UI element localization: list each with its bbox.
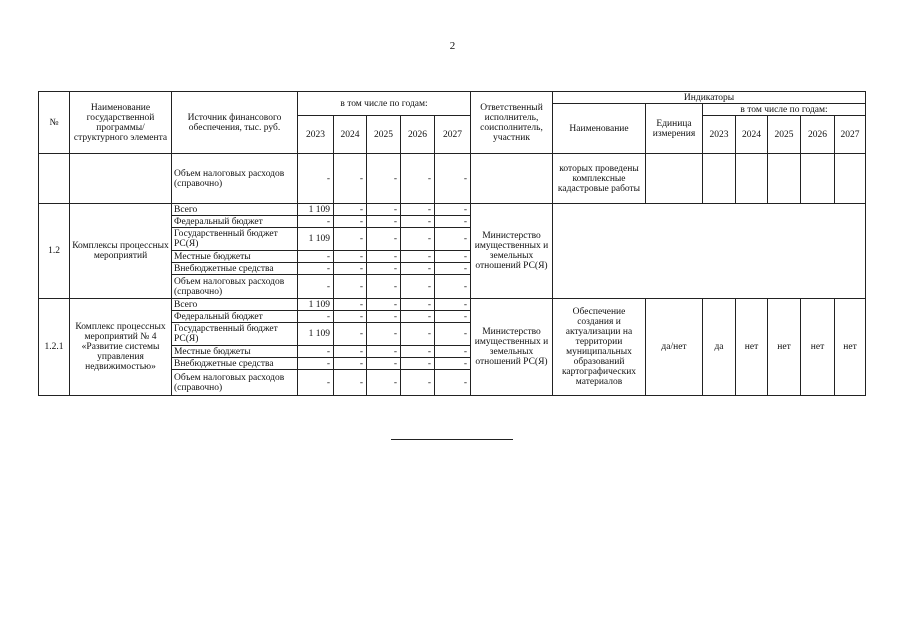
header-program-name: Наименование государственной программы/ структурного элемента xyxy=(70,92,172,154)
header-indicators: Индикаторы xyxy=(553,92,866,104)
header-by-years: в том числе по годам: xyxy=(298,92,471,116)
value-cell: - xyxy=(435,204,471,216)
value-cell: - xyxy=(298,346,334,358)
value-cell: - xyxy=(367,216,401,228)
header-indicator-year: 2023 xyxy=(703,116,736,154)
value-cell: - xyxy=(401,251,435,263)
value-cell: - xyxy=(334,275,367,299)
row-number: 1.2.1 xyxy=(39,299,70,396)
table-row xyxy=(39,154,866,204)
value-cell: - xyxy=(435,154,471,204)
value-cell: - xyxy=(334,323,367,346)
header-responsible: Ответственный исполнитель, соисполнитель, участник xyxy=(471,92,553,154)
value-cell: - xyxy=(435,216,471,228)
value-cell: - xyxy=(367,370,401,396)
header-indicator-year: 2026 xyxy=(801,116,835,154)
value-cell: - xyxy=(435,323,471,346)
value-cell: - xyxy=(401,204,435,216)
indicator-value-cell: нет xyxy=(801,299,835,396)
value-cell: - xyxy=(334,311,367,323)
value-cell: - xyxy=(334,204,367,216)
value-cell: - xyxy=(435,311,471,323)
indicator-value-cell: нет xyxy=(736,299,768,396)
value-cell: - xyxy=(298,311,334,323)
value-cell: - xyxy=(298,154,334,204)
row-number: 1.2 xyxy=(39,204,70,299)
indicator-name-cell: которых проведены комплексные кадастровые работы xyxy=(553,154,646,204)
responsible-cell: Министерство имущественных и земельных отношений РС(Я) xyxy=(471,204,553,299)
indicator-value-cell: нет xyxy=(768,299,801,396)
value-cell: - xyxy=(435,370,471,396)
source-cell: Всего xyxy=(172,204,298,216)
header-indicator-name: Наименование xyxy=(553,104,646,154)
value-cell: - xyxy=(367,251,401,263)
indicator-name-cell: Обеспечение создания и актуализации на территории муниципальных образований картографических материалов xyxy=(553,299,646,396)
value-cell: - xyxy=(298,263,334,275)
header-indicator-year: 2025 xyxy=(768,116,801,154)
source-cell: Внебюджетные средства xyxy=(172,358,298,370)
source-cell: Местные бюджеты xyxy=(172,346,298,358)
value-cell: - xyxy=(401,299,435,311)
value-cell: - xyxy=(367,311,401,323)
value-cell: - xyxy=(367,263,401,275)
value-cell: - xyxy=(298,216,334,228)
value-cell: - xyxy=(401,275,435,299)
header-year: 2025 xyxy=(367,116,401,154)
header-indicator-unit: Единица измерения xyxy=(646,104,703,154)
header-no: № xyxy=(39,92,70,154)
value-cell: 1 109 xyxy=(298,204,334,216)
value-cell: - xyxy=(435,275,471,299)
value-cell: - xyxy=(435,263,471,275)
value-cell: 1 109 xyxy=(298,323,334,346)
value-cell: - xyxy=(435,299,471,311)
element-name: Комплексы процессных мероприятий xyxy=(70,204,172,299)
value-cell: - xyxy=(298,358,334,370)
value-cell: - xyxy=(334,154,367,204)
value-cell: - xyxy=(334,251,367,263)
source-cell: Объем налоговых расходов (справочно) xyxy=(172,275,298,299)
source-cell: Объем налоговых расходов (справочно) xyxy=(172,154,298,204)
indicator-value-cell: да xyxy=(703,299,736,396)
source-cell: Государственный бюджет РС(Я) xyxy=(172,228,298,251)
source-cell: Государственный бюджет РС(Я) xyxy=(172,323,298,346)
value-cell: - xyxy=(401,358,435,370)
header-year: 2024 xyxy=(334,116,367,154)
responsible-cell: Министерство имущественных и земельных отношений РС(Я) xyxy=(471,299,553,396)
indicator-unit-cell: да/нет xyxy=(646,299,703,396)
program-table xyxy=(38,91,866,396)
value-cell: - xyxy=(367,299,401,311)
value-cell: - xyxy=(435,251,471,263)
header-year: 2027 xyxy=(435,116,471,154)
value-cell: - xyxy=(334,228,367,251)
page-number: 2 xyxy=(449,40,456,52)
header-indicator-by-years: в том числе по годам: xyxy=(703,104,866,116)
header-source: Источник финансового обеспечения, тыс. руб. xyxy=(172,92,298,154)
value-cell: - xyxy=(367,358,401,370)
source-cell: Федеральный бюджет xyxy=(172,216,298,228)
table-row xyxy=(39,299,866,311)
value-cell: - xyxy=(401,370,435,396)
value-cell: - xyxy=(401,154,435,204)
header-indicator-year: 2024 xyxy=(736,116,768,154)
value-cell: - xyxy=(401,323,435,346)
indicator-value-cell: нет xyxy=(835,299,866,396)
value-cell: - xyxy=(334,346,367,358)
value-cell: - xyxy=(334,263,367,275)
header-indicator-year: 2027 xyxy=(835,116,866,154)
value-cell: - xyxy=(435,346,471,358)
header-year: 2023 xyxy=(298,116,334,154)
value-cell: - xyxy=(401,346,435,358)
value-cell: - xyxy=(367,228,401,251)
value-cell: - xyxy=(401,263,435,275)
source-cell: Всего xyxy=(172,299,298,311)
value-cell: - xyxy=(298,370,334,396)
value-cell: - xyxy=(367,323,401,346)
value-cell: - xyxy=(401,311,435,323)
value-cell: - xyxy=(298,251,334,263)
source-cell: Федеральный бюджет xyxy=(172,311,298,323)
value-cell: - xyxy=(435,358,471,370)
value-cell: - xyxy=(367,346,401,358)
header-year: 2026 xyxy=(401,116,435,154)
value-cell: - xyxy=(334,216,367,228)
value-cell: 1 109 xyxy=(298,228,334,251)
value-cell: 1 109 xyxy=(298,299,334,311)
source-cell: Объем налоговых расходов (справочно) xyxy=(172,370,298,396)
value-cell: - xyxy=(367,154,401,204)
footer-rule xyxy=(391,439,513,440)
value-cell: - xyxy=(435,228,471,251)
value-cell: - xyxy=(334,358,367,370)
value-cell: - xyxy=(367,204,401,216)
value-cell: - xyxy=(401,216,435,228)
value-cell: - xyxy=(401,228,435,251)
value-cell: - xyxy=(334,370,367,396)
table-row xyxy=(39,204,866,216)
indicator-empty-cell xyxy=(553,204,866,299)
element-name: Комплекс процессных мероприятий № 4 «Развитие системы управления недвижимостью» xyxy=(70,299,172,396)
value-cell: - xyxy=(298,275,334,299)
value-cell: - xyxy=(334,299,367,311)
source-cell: Местные бюджеты xyxy=(172,251,298,263)
source-cell: Внебюджетные средства xyxy=(172,263,298,275)
value-cell: - xyxy=(367,275,401,299)
